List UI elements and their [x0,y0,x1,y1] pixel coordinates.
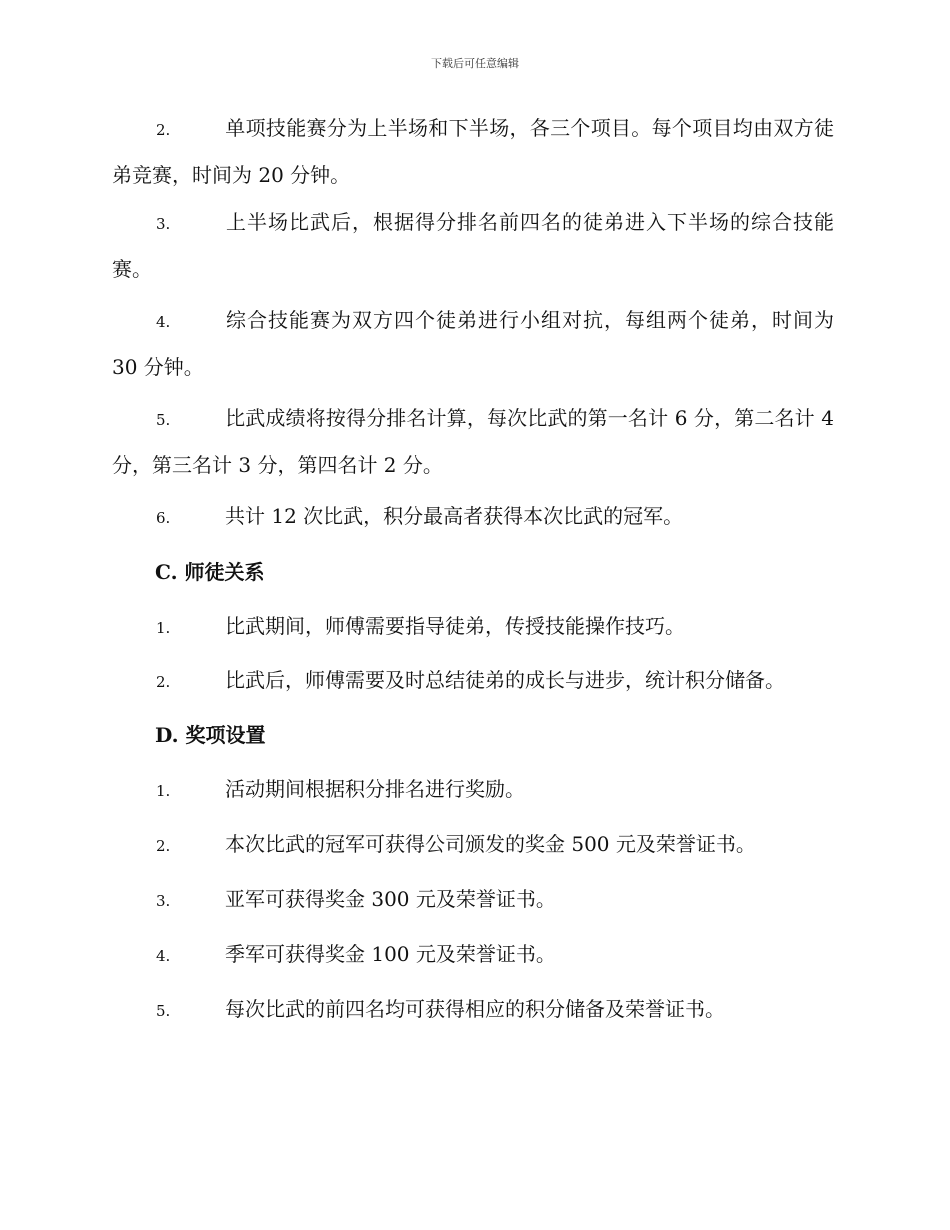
list-item-text: 综合技能赛为双方四个徒弟进行小组对抗，每组两个徒弟，时间为 30 分钟。 [112,308,834,379]
list-item [112,106,834,198]
list-item-number: 5. [156,411,171,429]
list-item-text: 本次比武的冠军可获得公司颁发的奖金 500 元及荣誉证书。 [225,832,756,856]
list-item-text: 共计 12 次比武，积分最高者获得本次比武的冠军。 [225,504,684,528]
list-item [112,604,834,651]
list-item [112,932,834,979]
list-item [112,658,834,705]
list-item-number: 1. [156,619,171,637]
list-item-text: 单项技能赛分为上半场和下半场，各三个项目。每个项目均由双方徒弟竞赛，时间为 20 分钟。 [112,116,834,187]
list-item-text: 季军可获得奖金 100 元及荣誉证书。 [225,942,556,966]
list-item-text: 上半场比武后，根据得分排名前四名的徒弟进入下半场的综合技能赛。 [112,210,834,281]
list-item-text: 比武期间，师傅需要指导徒弟，传授技能操作技巧。 [225,614,685,638]
list-item [112,200,834,292]
list-item-text: 比武成绩将按得分排名计算，每次比武的第一名计 6 分，第二名计 4 分，第三名计 3 分，第四名计 2 分。 [112,406,834,477]
section-heading-c: C. 师徒关系 [155,560,265,584]
list-item-text: 比武后，师傅需要及时总结徒弟的成长与进步，统计积分储备。 [225,668,785,692]
page-header-note: 下载后可任意编辑 [431,57,519,70]
list-item [112,396,834,488]
list-item-number: 1. [156,782,171,800]
list-item [112,987,834,1034]
list-item-number: 6. [156,509,171,527]
list-item-number: 4. [156,947,171,965]
list-item [112,494,834,541]
list-item-text: 每次比武的前四名均可获得相应的积分储备及荣誉证书。 [225,997,725,1021]
section-heading-d: D. 奖项设置 [155,723,266,747]
list-item-text: 亚军可获得奖金 300 元及荣誉证书。 [225,887,556,911]
list-item-number: 2. [156,837,171,855]
list-item [112,877,834,924]
list-item-number: 2. [156,673,171,691]
list-item [112,822,834,869]
list-item-number: 2. [156,121,171,139]
list-item [112,767,834,814]
list-item-text: 活动期间根据积分排名进行奖励。 [225,777,525,801]
list-item [112,298,834,390]
list-item-number: 3. [156,215,171,233]
list-item-number: 3. [156,892,171,910]
list-item-number: 5. [156,1002,171,1020]
list-item-number: 4. [156,313,171,331]
